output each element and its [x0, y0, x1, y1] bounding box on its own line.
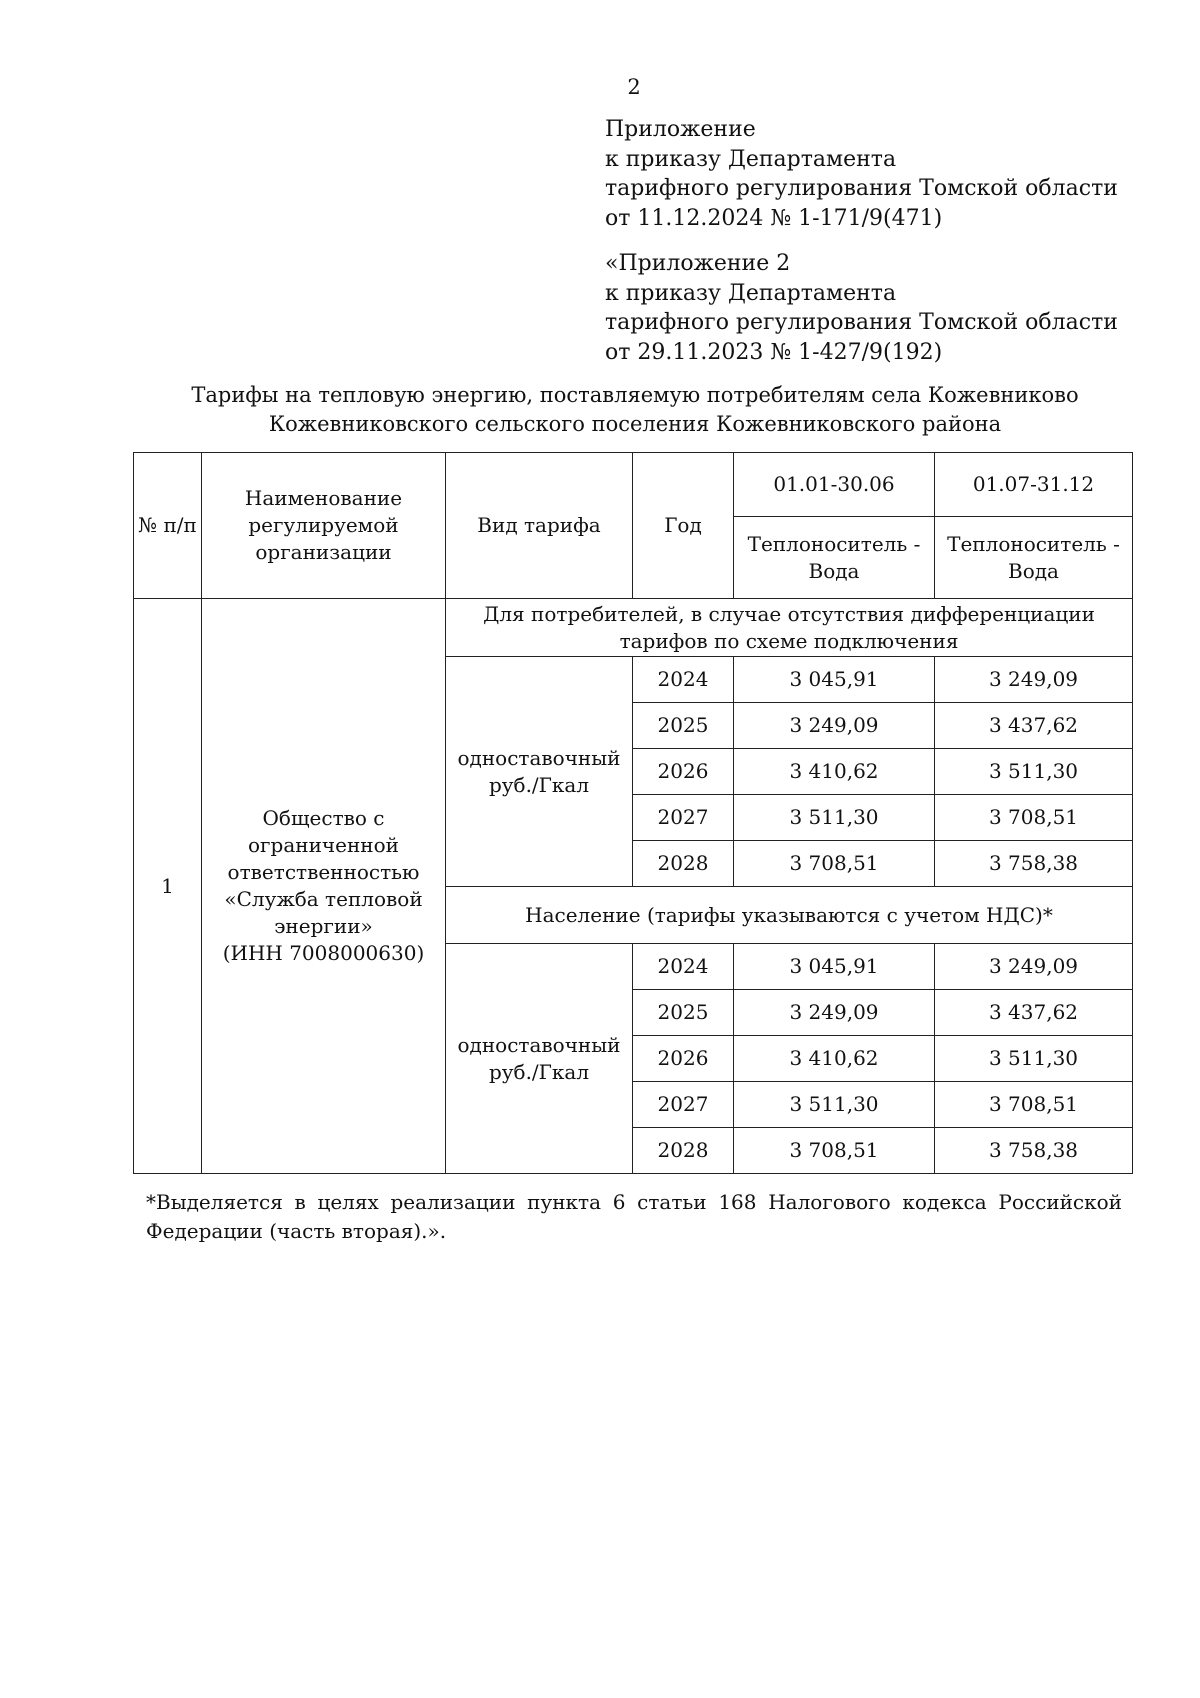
title-line-2: Кожевниковского сельского поселения Кожевниковского района	[268, 412, 1002, 436]
appendix-line: от 11.12.2024 № 1-171/9(471)	[605, 205, 943, 231]
tariff-type-cell: одноставочный руб./Гкал	[446, 657, 633, 887]
row-number: 1	[134, 599, 202, 1174]
tariff-value-period-1: 3 045,91	[734, 944, 935, 990]
tariff-value-period-2: 3 249,09	[935, 944, 1133, 990]
header-carrier-2: Теплоноситель - Вода	[935, 517, 1133, 599]
organization-line: (ИНН 7008000630)	[222, 941, 425, 965]
appendix-line: тарифного регулирования Томской области	[605, 310, 1118, 335]
year-cell: 2024	[633, 944, 734, 990]
tariff-value-period-2: 3 708,51	[935, 1082, 1133, 1128]
tariff-value-period-1: 3 410,62	[734, 1036, 935, 1082]
tariff-value-period-2: 3 758,38	[935, 1128, 1133, 1174]
header-period-2: 01.07-31.12	[935, 453, 1133, 517]
appendix-line: тарифного регулирования Томской области	[605, 176, 1118, 201]
year-cell: 2024	[633, 657, 734, 703]
header-period-1: 01.01-30.06	[734, 453, 935, 517]
year-cell: 2025	[633, 703, 734, 749]
section-header: Для потребителей, в случае отсутствия дифференциации тарифов по схеме подключения	[446, 599, 1133, 657]
year-cell: 2026	[633, 1036, 734, 1082]
tariff-value-period-1: 3 410,62	[734, 749, 935, 795]
header-carrier-1: Теплоноситель - Вода	[734, 517, 935, 599]
header-organization: Наименование регулируемой организации	[202, 453, 446, 599]
header-year: Год	[633, 453, 734, 599]
organization-cell	[202, 599, 446, 1174]
appendix-line: Приложение	[605, 117, 756, 142]
table-header-row	[134, 453, 1133, 517]
tariff-value-period-2: 3 511,30	[935, 749, 1133, 795]
appendix-line: к приказу Департамента	[605, 280, 897, 306]
appendix-line: «Приложение 2	[605, 251, 791, 276]
organization-line: «Служба тепловой	[224, 887, 423, 911]
tariff-value-period-1: 3 511,30	[734, 795, 935, 841]
organization-line: ответственностью	[227, 860, 420, 884]
year-cell: 2027	[633, 1082, 734, 1128]
appendix-line: к приказу Департамента	[605, 146, 897, 172]
year-cell: 2027	[633, 795, 734, 841]
appendix-reference-current	[605, 115, 1125, 233]
year-cell: 2025	[633, 990, 734, 1036]
header-tariff-type: Вид тарифа	[446, 453, 633, 599]
document-title	[130, 381, 1140, 439]
appendix-line: от 29.11.2023 № 1-427/9(192)	[605, 339, 943, 365]
tariff-value-period-1: 3 708,51	[734, 1128, 935, 1174]
appendix-reference-amended	[605, 249, 1125, 367]
year-cell: 2026	[633, 749, 734, 795]
tariff-value-period-2: 3 708,51	[935, 795, 1133, 841]
organization-line: ограниченной	[248, 833, 399, 857]
tariff-table	[133, 452, 1133, 1174]
title-line-1: Тарифы на тепловую энергию, поставляемую потребителям села Кожевниково	[191, 383, 1079, 407]
header-number: № п/п	[134, 453, 202, 599]
year-cell: 2028	[633, 841, 734, 887]
page-number: 2	[627, 75, 641, 99]
section-header-row	[134, 599, 1133, 657]
organization-line: Общество с	[262, 806, 385, 830]
tariff-value-period-1: 3 249,09	[734, 990, 935, 1036]
tariff-value-period-2: 3 437,62	[935, 703, 1133, 749]
tariff-value-period-1: 3 249,09	[734, 703, 935, 749]
footnote: *Выделяется в целях реализации пункта 6 статьи 168 Налогового кодекса Российской Федерации (часть вторая).».	[146, 1190, 1122, 1243]
tariff-value-period-1: 3 708,51	[734, 841, 935, 887]
year-cell: 2028	[633, 1128, 734, 1174]
tariff-value-period-1: 3 511,30	[734, 1082, 935, 1128]
tariff-value-period-2: 3 249,09	[935, 657, 1133, 703]
organization-line: энергии»	[274, 914, 373, 938]
tariff-value-period-1: 3 045,91	[734, 657, 935, 703]
tariff-type-cell: одноставочный руб./Гкал	[446, 944, 633, 1174]
tariff-value-period-2: 3 437,62	[935, 990, 1133, 1036]
tariff-value-period-2: 3 758,38	[935, 841, 1133, 887]
section-header: Население (тарифы указываются с учетом НДС)*	[446, 887, 1133, 944]
tariff-value-period-2: 3 511,30	[935, 1036, 1133, 1082]
